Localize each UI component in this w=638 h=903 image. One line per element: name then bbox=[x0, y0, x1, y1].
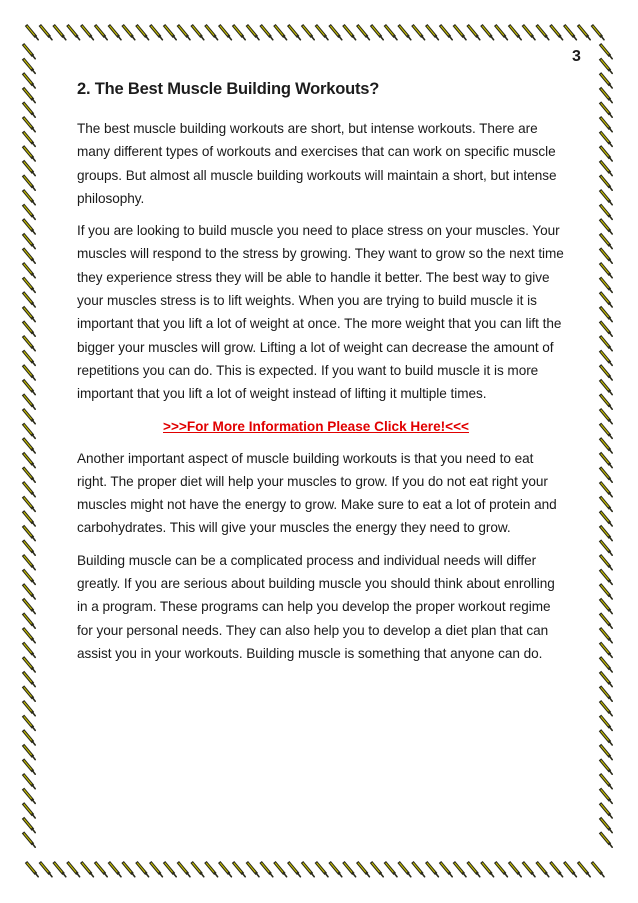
border-pencil-left bbox=[23, 102, 35, 117]
border-pencil-top bbox=[81, 25, 93, 40]
border-pencil-right bbox=[600, 730, 612, 745]
border-pencil-bottom bbox=[481, 862, 493, 877]
border-pencil-right bbox=[600, 132, 612, 147]
border-pencil-left bbox=[23, 716, 35, 731]
section-title: 2. The Best Muscle Building Workouts? bbox=[77, 80, 380, 98]
border-pencil-left bbox=[23, 774, 35, 789]
border-pencil-left bbox=[23, 497, 35, 512]
border-pencil-bottom bbox=[426, 862, 438, 877]
border-pencil-top bbox=[192, 25, 204, 40]
border-pencil-left bbox=[23, 292, 35, 307]
border-pencil-left bbox=[23, 88, 35, 103]
border-pencil-left bbox=[23, 161, 35, 176]
border-pencil-right bbox=[600, 686, 612, 701]
border-pencil-left bbox=[23, 59, 35, 74]
border-pencil-top bbox=[578, 25, 590, 40]
border-pencil-bottom bbox=[357, 862, 369, 877]
border-pencil-right bbox=[600, 248, 612, 263]
border-pencil-left bbox=[23, 467, 35, 482]
paragraph-diet: Another important aspect of muscle building workouts is that you need to eat right. The proper diet will help your muscles to grow. If you do not eat right your muscles might not have the energy to grow. Make sure to eat a lot of protein and carbohydrates. This will give your muscles the energy they need to grow. bbox=[77, 450, 557, 536]
border-pencil-left bbox=[23, 146, 35, 161]
border-pencil-left bbox=[23, 175, 35, 190]
border-pencil-bottom bbox=[578, 862, 590, 877]
border-pencil-right bbox=[600, 263, 612, 278]
border-pencil-top bbox=[592, 25, 604, 40]
border-pencil-left bbox=[23, 803, 35, 818]
border-pencil-left bbox=[23, 818, 35, 833]
border-pencil-left bbox=[23, 686, 35, 701]
border-pencil-left bbox=[23, 832, 35, 847]
border-pencil-left bbox=[23, 759, 35, 774]
border-pencil-left bbox=[23, 701, 35, 716]
border-pencil-right bbox=[600, 161, 612, 176]
border-pencil-top bbox=[95, 25, 107, 40]
border-pencil-left bbox=[23, 438, 35, 453]
border-pencil-right bbox=[600, 555, 612, 570]
border-pencil-top bbox=[302, 25, 314, 40]
border-pencil-right bbox=[600, 102, 612, 117]
border-pencil-bottom bbox=[95, 862, 107, 877]
border-pencil-top bbox=[343, 25, 355, 40]
border-pencil-bottom bbox=[247, 862, 259, 877]
border-pencil-right bbox=[600, 336, 612, 351]
document-body bbox=[77, 80, 567, 674]
border-pencil-bottom bbox=[592, 862, 604, 877]
border-pencil-top bbox=[205, 25, 217, 40]
border-pencil-bottom bbox=[412, 862, 424, 877]
border-pencil-left bbox=[23, 613, 35, 628]
border-pencil-bottom bbox=[178, 862, 190, 877]
border-pencil-left bbox=[23, 73, 35, 88]
border-pencil-bottom bbox=[343, 862, 355, 877]
border-pencil-bottom bbox=[537, 862, 549, 877]
border-pencil-right bbox=[600, 701, 612, 716]
border-pencil-top bbox=[481, 25, 493, 40]
border-pencil-bottom bbox=[330, 862, 342, 877]
border-pencil-right bbox=[600, 570, 612, 585]
border-pencil-bottom bbox=[371, 862, 383, 877]
border-pencil-top bbox=[288, 25, 300, 40]
border-pencil-left bbox=[23, 380, 35, 395]
border-pencil-top bbox=[440, 25, 452, 40]
border-pencil-left bbox=[23, 511, 35, 526]
border-pencil-bottom bbox=[150, 862, 162, 877]
border-pencil-left bbox=[23, 584, 35, 599]
border-pencil-left bbox=[23, 555, 35, 570]
border-pencil-bottom bbox=[233, 862, 245, 877]
border-pencil-top bbox=[67, 25, 79, 40]
border-pencil-top bbox=[426, 25, 438, 40]
border-pencil-top bbox=[509, 25, 521, 40]
border-pencil-top bbox=[219, 25, 231, 40]
border-pencil-right bbox=[600, 88, 612, 103]
border-pencil-bottom bbox=[550, 862, 562, 877]
border-pencil-right bbox=[600, 351, 612, 366]
border-pencil-right bbox=[600, 803, 612, 818]
border-pencil-right bbox=[600, 467, 612, 482]
border-pencil-right bbox=[600, 438, 612, 453]
border-pencil-top bbox=[399, 25, 411, 40]
border-pencil-bottom bbox=[26, 862, 38, 877]
border-pencil-right bbox=[600, 365, 612, 380]
border-pencil-right bbox=[600, 716, 612, 731]
border-pencil-bottom bbox=[454, 862, 466, 877]
border-pencil-bottom bbox=[495, 862, 507, 877]
border-pencil-right bbox=[600, 117, 612, 132]
border-pencil-right bbox=[600, 307, 612, 322]
border-pencil-left bbox=[23, 643, 35, 658]
border-pencil-bottom bbox=[564, 862, 576, 877]
border-pencil-bottom bbox=[274, 862, 286, 877]
border-pencil-bottom bbox=[164, 862, 176, 877]
border-pencil-right bbox=[600, 424, 612, 439]
border-pencil-bottom bbox=[523, 862, 535, 877]
border-pencil-right bbox=[600, 146, 612, 161]
border-pencil-top bbox=[274, 25, 286, 40]
more-information-link[interactable]: >>>For More Information Please Click Here!<<< bbox=[163, 418, 469, 434]
border-pencil-left bbox=[23, 263, 35, 278]
border-pencil-left bbox=[23, 672, 35, 687]
border-pencil-bottom bbox=[399, 862, 411, 877]
border-pencil-right bbox=[600, 657, 612, 672]
border-pencil-top bbox=[109, 25, 121, 40]
border-pencil-left bbox=[23, 132, 35, 147]
border-pencil-right bbox=[600, 832, 612, 847]
border-pencil-top bbox=[564, 25, 576, 40]
paragraph-program: Building muscle can be a complicated process and individual needs will differ greatly. If you are serious about building muscle you should think about enrolling in a program. These programs can help you develop the proper workout regime for your personal needs. They can also help you to develop a diet plan that can assist you in your workouts. Building muscle is something that anyone can do. bbox=[77, 552, 555, 661]
border-pencil-right bbox=[600, 643, 612, 658]
border-pencil-bottom bbox=[54, 862, 66, 877]
border-pencil-left bbox=[23, 789, 35, 804]
border-pencil-top bbox=[537, 25, 549, 40]
border-pencil-right bbox=[600, 628, 612, 643]
page-number: 3 bbox=[572, 48, 581, 65]
border-pencil-left bbox=[23, 234, 35, 249]
border-pencil-bottom bbox=[509, 862, 521, 877]
border-pencil-right bbox=[600, 759, 612, 774]
border-pencil-right bbox=[600, 613, 612, 628]
border-pencil-left bbox=[23, 307, 35, 322]
border-pencil-top bbox=[454, 25, 466, 40]
border-pencil-left bbox=[23, 424, 35, 439]
border-pencil-bottom bbox=[136, 862, 148, 877]
border-pencil-top bbox=[550, 25, 562, 40]
border-pencil-right bbox=[600, 380, 612, 395]
border-pencil-top bbox=[316, 25, 328, 40]
border-pencil-right bbox=[600, 394, 612, 409]
border-pencil-right bbox=[600, 73, 612, 88]
border-pencil-right bbox=[600, 234, 612, 249]
border-pencil-left bbox=[23, 730, 35, 745]
border-pencil-left bbox=[23, 219, 35, 234]
border-pencil-bottom bbox=[468, 862, 480, 877]
paragraph-intro: The best muscle building workouts are short, but intense workouts. There are many different types of workouts and exercises that can work on specific muscle groups. But almost all muscle building workouts will maintain a short, but intense philosophy. bbox=[77, 121, 557, 206]
border-pencil-top bbox=[136, 25, 148, 40]
border-pencil-left bbox=[23, 365, 35, 380]
border-pencil-right bbox=[600, 526, 612, 541]
border-pencil-right bbox=[600, 175, 612, 190]
cta-line bbox=[77, 415, 567, 438]
border-pencil-right bbox=[600, 453, 612, 468]
border-pencil-bottom bbox=[316, 862, 328, 877]
border-pencil-top bbox=[164, 25, 176, 40]
border-pencil-left bbox=[23, 540, 35, 555]
border-pencil-left bbox=[23, 44, 35, 59]
border-pencil-right bbox=[600, 774, 612, 789]
border-pencil-left bbox=[23, 482, 35, 497]
border-pencil-right bbox=[600, 409, 612, 424]
border-pencil-bottom bbox=[219, 862, 231, 877]
border-pencil-right bbox=[600, 745, 612, 760]
border-pencil-bottom bbox=[302, 862, 314, 877]
border-pencil-top bbox=[247, 25, 259, 40]
border-pencil-top bbox=[178, 25, 190, 40]
border-pencil-left bbox=[23, 599, 35, 614]
border-pencil-bottom bbox=[288, 862, 300, 877]
border-pencil-top bbox=[523, 25, 535, 40]
border-pencil-right bbox=[600, 292, 612, 307]
border-pencil-left bbox=[23, 321, 35, 336]
border-pencil-top bbox=[330, 25, 342, 40]
border-pencil-left bbox=[23, 453, 35, 468]
border-pencil-top bbox=[385, 25, 397, 40]
border-pencil-right bbox=[600, 321, 612, 336]
border-pencil-top bbox=[150, 25, 162, 40]
border-pencil-top bbox=[261, 25, 273, 40]
border-pencil-right bbox=[600, 584, 612, 599]
border-pencil-right bbox=[600, 789, 612, 804]
border-pencil-right bbox=[600, 190, 612, 205]
border-pencil-left bbox=[23, 657, 35, 672]
border-pencil-right bbox=[600, 511, 612, 526]
border-pencil-top bbox=[40, 25, 52, 40]
border-pencil-left bbox=[23, 205, 35, 220]
border-pencil-right bbox=[600, 497, 612, 512]
border-pencil-top bbox=[495, 25, 507, 40]
border-pencil-left bbox=[23, 409, 35, 424]
border-pencil-top bbox=[468, 25, 480, 40]
border-pencil-left bbox=[23, 351, 35, 366]
border-pencil-bottom bbox=[123, 862, 135, 877]
border-pencil-bottom bbox=[261, 862, 273, 877]
border-pencil-left bbox=[23, 628, 35, 643]
border-pencil-bottom bbox=[109, 862, 121, 877]
border-pencil-left bbox=[23, 394, 35, 409]
border-pencil-right bbox=[600, 540, 612, 555]
border-pencil-left bbox=[23, 526, 35, 541]
border-pencil-right bbox=[600, 44, 612, 59]
border-pencil-bottom bbox=[40, 862, 52, 877]
border-pencil-left bbox=[23, 745, 35, 760]
border-pencil-right bbox=[600, 278, 612, 293]
border-pencil-left bbox=[23, 248, 35, 263]
border-pencil-top bbox=[54, 25, 66, 40]
border-pencil-top bbox=[412, 25, 424, 40]
border-pencil-right bbox=[600, 219, 612, 234]
paragraph-stress: If you are looking to build muscle you need to place stress on your muscles. Your muscles will respond to the stress by growing. They want to grow so the next time they experience stress they will be able to handle it better. The best way to give your muscles stress is to lift weights. When you are trying to build muscle it is important that you lift a lot of weight at once. The more weight that you can lift the bigger your muscles will grow. Lifting a lot of weight can decrease the amount of repetitions you can do. This is expected. If you want to build muscle it is more important that you lift a lot of weight instead of lifting it multiple times. bbox=[77, 223, 564, 402]
border-pencil-right bbox=[600, 672, 612, 687]
border-pencil-left bbox=[23, 278, 35, 293]
border-pencil-right bbox=[600, 482, 612, 497]
border-pencil-top bbox=[371, 25, 383, 40]
border-pencil-top bbox=[123, 25, 135, 40]
border-pencil-right bbox=[600, 818, 612, 833]
border-pencil-left bbox=[23, 190, 35, 205]
border-pencil-bottom bbox=[440, 862, 452, 877]
border-pencil-top bbox=[357, 25, 369, 40]
border-pencil-right bbox=[600, 599, 612, 614]
border-pencil-left bbox=[23, 336, 35, 351]
border-pencil-bottom bbox=[385, 862, 397, 877]
border-pencil-right bbox=[600, 59, 612, 74]
border-pencil-right bbox=[600, 205, 612, 220]
border-pencil-bottom bbox=[81, 862, 93, 877]
border-pencil-top bbox=[26, 25, 38, 40]
border-pencil-bottom bbox=[67, 862, 79, 877]
border-pencil-left bbox=[23, 117, 35, 132]
border-pencil-bottom bbox=[205, 862, 217, 877]
border-pencil-top bbox=[233, 25, 245, 40]
border-pencil-left bbox=[23, 570, 35, 585]
border-pencil-bottom bbox=[192, 862, 204, 877]
